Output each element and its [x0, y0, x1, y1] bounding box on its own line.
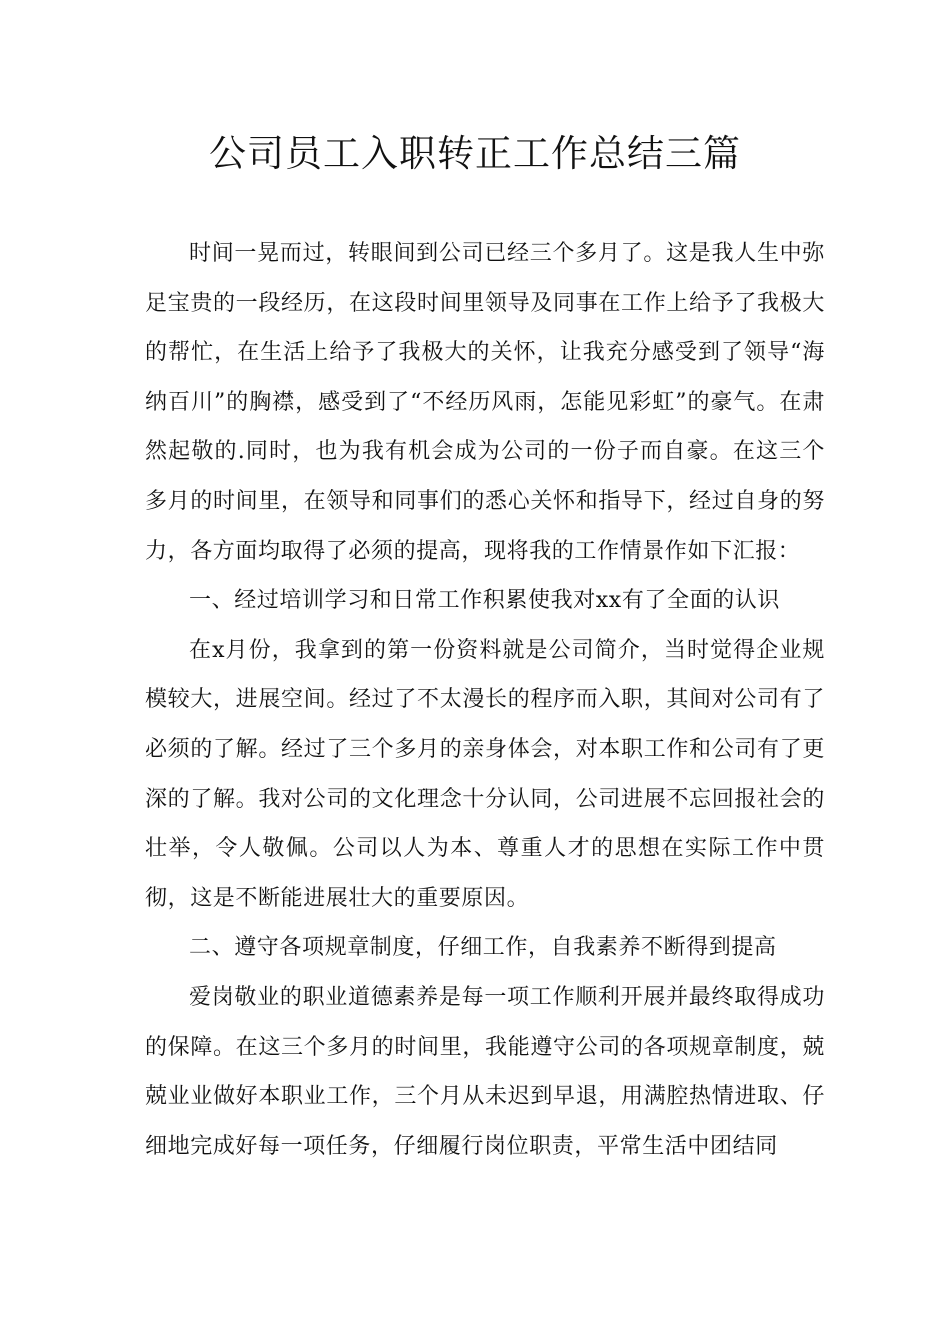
- paragraph-intro: 时间一晃而过，转眼间到公司已经三个多月了。这是我人生中弥足宝贵的一段经历，在这段时间里领导及同事在工作上给予了我极大的帮忙，在生活上给予了我极大的关怀，让我充分感受到了领导“海纳百川”的胸襟，感受到了“不经历风雨，怎能见彩虹”的豪气。在肃然起敬的.同时，也为我有机会成为公司的一份子而自豪。在这三个多月的时间里，在领导和同事们的悉心关怀和指导下，经过自身的努力，各方面均取得了必须的提高，现将我的工作情景作如下汇报：: [145, 241, 825, 564]
- document-body: [145, 229, 825, 1171]
- section-heading-2: 二、遵守各项规章制度，仔细工作，自我素养不断得到提高: [189, 935, 777, 961]
- paragraph-section-1: 在x月份，我拿到的第一份资料就是公司简介，当时觉得企业规模较大，进展空间。经过了不太漫长的程序而入职，其间对公司有了必须的了解。经过了三个多月的亲身体会，对本职工作和公司有了更深的了解。我对公司的文化理念十分认同，公司进展不忘回报社会的壮举，令人敬佩。公司以人为本、尊重人才的思想在实际工作中贯彻，这是不断能进展壮大的重要原因。: [145, 637, 825, 911]
- section-heading-1: 一、经过培训学习和日常工作积累使我对xx有了全面的认识: [189, 588, 781, 614]
- paragraph-section-2: 爱岗敬业的职业道德素养是每一项工作顺利开展并最终取得成功的保障。在这三个多月的时间里，我能遵守公司的各项规章制度，兢兢业业做好本职业工作，三个月从未迟到早退，用满腔热情进取、仔细地完成好每一项任务，仔细履行岗位职责，平常生活中团结同: [145, 984, 825, 1159]
- document-title: 公司员工入职转正工作总结三篇: [209, 132, 741, 175]
